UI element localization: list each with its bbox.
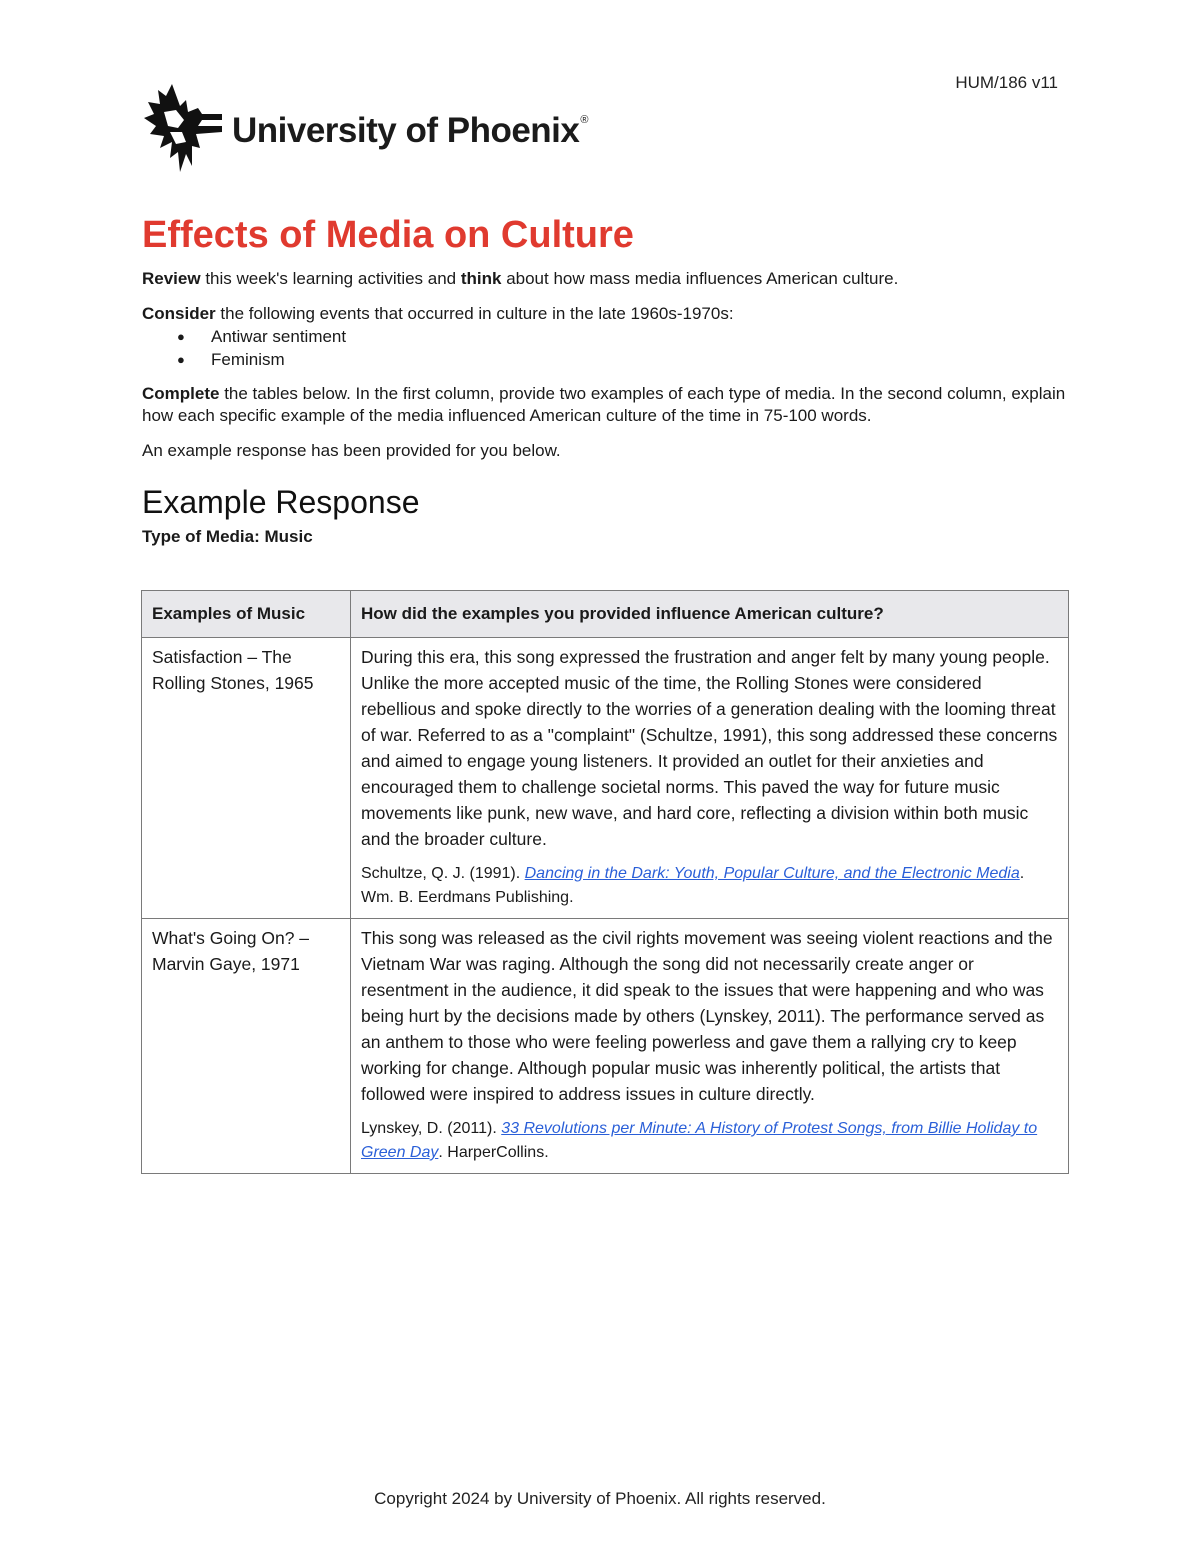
bullet-dot: ● (177, 329, 185, 344)
example-note: An example response has been provided for you below. (142, 441, 561, 460)
column-header: How did the examples you provided influence American culture? (351, 591, 1069, 638)
logo-name: University of Phoenix (232, 111, 580, 150)
registered-mark: ® (580, 114, 588, 127)
response-text: This song was released as the civil rights movement was seeing violent reactions and the Vietnam War was raging. Although the song did not necessarily create anger or resentment in the audience, it did speak to the issues that were happening and who was being hurt by the decisions made by others (Lynskey, 2011). The performance served as an anthem to those who were feeling powerless and gave them a rallying cry to keep working for change. Although popular music was inherently political, the artists that followed were inspired to address issues in culture directly. (361, 928, 1053, 1104)
citation (361, 862, 1058, 910)
complete-keyword: Complete (142, 384, 220, 403)
citation-author: Schultze, Q. J. (1991). (361, 865, 525, 882)
citation-link[interactable]: Dancing in the Dark: Youth, Popular Culture, and the Electronic Media (524, 865, 1020, 882)
review-paragraph (142, 268, 1068, 290)
citation (361, 1117, 1058, 1165)
table-header-row (142, 591, 1069, 638)
table-row (142, 638, 1069, 919)
citation-publisher: . Wm. B. Eerdmans Publishing. (361, 865, 1025, 906)
review-text-1: this week's learning activities and (200, 269, 461, 288)
consider-text: the following events that occurred in culture in the late 1960s-1970s: (215, 304, 734, 323)
bullet-dot: ● (177, 352, 185, 367)
examples-table (141, 590, 1069, 1174)
section-heading: Example Response (142, 484, 420, 520)
logo-wordmark (232, 111, 588, 151)
example-cell: Satisfaction – The Rolling Stones, 1965 (142, 638, 351, 919)
complete-paragraph (142, 383, 1068, 427)
copyright-footer: Copyright 2024 by University of Phoenix. All rights reserved. (374, 1489, 826, 1508)
response-cell (351, 919, 1069, 1174)
citation-author: Lynskey, D. (2011). (361, 1120, 502, 1137)
example-cell: What's Going On? – Marvin Gaye, 1971 (142, 919, 351, 1174)
consider-paragraph (142, 303, 1068, 325)
review-keyword: Review (142, 269, 201, 288)
list-item (142, 348, 1068, 371)
course-code: HUM/186 v11 (955, 73, 1058, 92)
page-title: Effects of Media on Culture (142, 214, 634, 256)
column-header: Examples of Music (142, 591, 351, 638)
table-row (142, 919, 1069, 1174)
media-type-label: Type of Media: Music (142, 527, 313, 546)
think-keyword: think (460, 269, 502, 288)
complete-text: the tables below. In the first column, provide two examples of each type of media. In the second column, explain how each specific example of the media influenced American culture of the time in 75-100 words. (142, 384, 1066, 425)
university-logo (142, 82, 588, 176)
phoenix-bird-icon (142, 82, 224, 176)
list-item-text: Antiwar sentiment (211, 327, 347, 346)
citation-link[interactable]: 33 Revolutions per Minute: A History of Protest Songs, from Billie Holiday to Green Day (361, 1120, 1038, 1161)
response-text: During this era, this song expressed the frustration and anger felt by many young people. Unlike the more accepted music of the time, the Rolling Stones were considered rebellious and spoke directly to the worries of a generation dealing with the looming threat of war. Referred to as a "complaint" (Schultze, 1991), this song addressed these concerns and aimed to engage young listeners. It provided an outlet for their anxieties and encouraged them to challenge societal norms. This paved the way for future music movements like punk, new wave, and hard core, reflecting a division within both music and the broader culture. (361, 647, 1058, 849)
response-cell (351, 638, 1069, 919)
consider-keyword: Consider (142, 304, 216, 323)
document-body (142, 212, 1068, 547)
list-item (142, 325, 1068, 348)
review-text-2: about how mass media influences American culture. (501, 269, 899, 288)
list-item-text: Feminism (211, 350, 285, 369)
citation-publisher: . HarperCollins. (438, 1144, 549, 1161)
events-list (142, 325, 1068, 371)
